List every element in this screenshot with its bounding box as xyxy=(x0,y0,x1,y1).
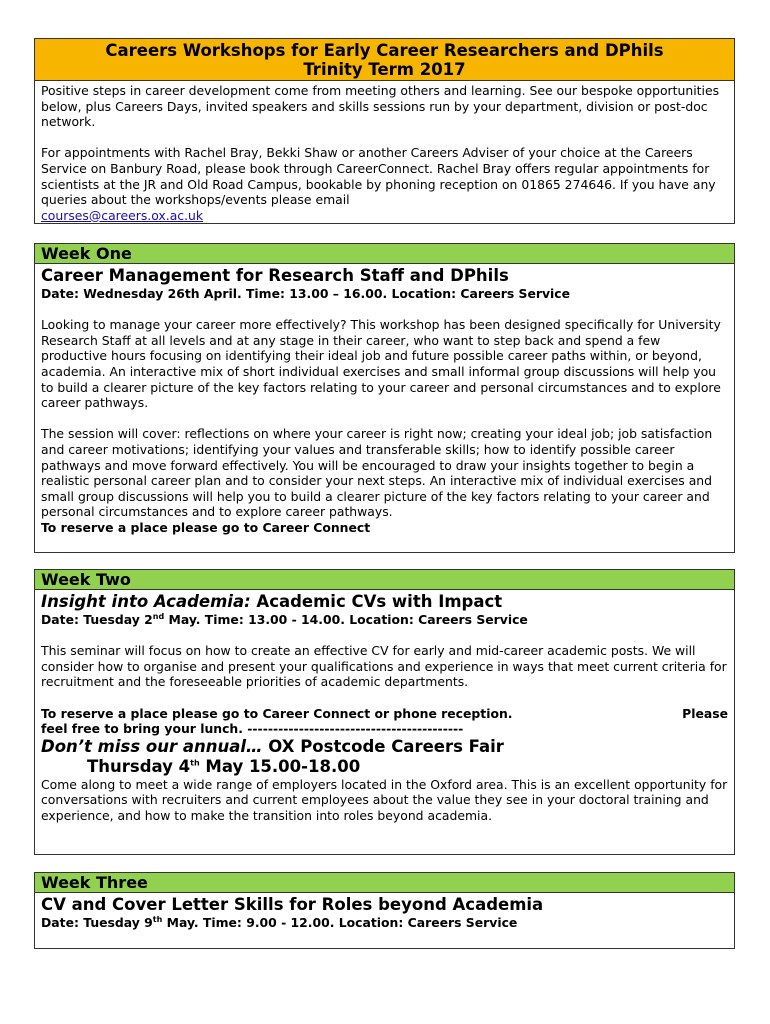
title-line-2: Trinity Term 2017 xyxy=(303,60,466,79)
week-three-label: Week Three xyxy=(35,873,734,893)
week-two-reserve-line-2: feel free to bring your lunch. ------------------------------------------ xyxy=(41,721,464,737)
email-link[interactable]: courses@careers.ox.ac.uk xyxy=(41,207,204,223)
careers-fair-italic: Don’t miss our annual… xyxy=(41,736,263,756)
intro-box xyxy=(34,38,735,224)
week-one-reserve: To reserve a place please go to Career Connect xyxy=(41,519,371,535)
week-one-date: Date: Wednesday 26th April. Time: 13.00 – 16.00. Location: Careers Service xyxy=(41,286,571,301)
week-three-date xyxy=(41,915,728,931)
careers-fair-title xyxy=(41,737,728,757)
careers-fair-date xyxy=(41,757,728,777)
week-two-body xyxy=(35,590,734,826)
appointments-paragraph xyxy=(41,145,728,223)
week-two-title-rest: Academic CVs with Impact xyxy=(250,592,503,611)
appointments-text: For appointments with Rachel Bray, Bekki Shaw or another Careers Adviser of your choice at the Careers Service on Banbury Road, please book through CareerConnect. Rachel Bray offers regular appointments for scientists at the JR and Old Road Campus, bookable by phoning reception on 01865 274646. If you have any queries about the workshops/events please email xyxy=(41,145,716,208)
careers-fair-date-post: May 15.00-18.00 xyxy=(199,756,361,776)
week-one-paragraph-2: The session will cover: reflections on where your career is right now; creating your ideal job; job satisfaction and career motivations; identifying your values and transferable skills; how to identify possible career pathways and move forward effectively. You will be encouraged to draw your insights together to begin a realistic personal career plan and to consider your next steps. An interactive mix of individual exercises and small group discussions will help you to build a clearer picture of the key factors relating to your career and personal circumstances and to explore career pathways. xyxy=(41,426,713,520)
week-two-date-pre: Date: Tuesday 2 xyxy=(41,612,153,627)
careers-fair-date-sup: th xyxy=(190,758,200,768)
page-title xyxy=(35,39,734,81)
week-two-label: Week Two xyxy=(35,570,734,590)
week-one-label: Week One xyxy=(35,244,734,264)
week-two-box xyxy=(34,569,735,855)
intro-paragraph: Positive steps in career development come from meeting others and learning. See our bespoke opportunities below, plus Careers Days, invited speakers and skills sessions run by your department, division or post-doc network. xyxy=(41,83,720,130)
title-line-1: Careers Workshops for Early Career Researchers and DPhils xyxy=(105,41,664,60)
week-two-paragraph: This seminar will focus on how to create an effective CV for early and mid-career academic posts. We will consider how to organise and present your qualifications and experience in ways that meet current criteria for recruitment and the foreseeable priorities of academic departments. xyxy=(41,643,727,690)
intro-body xyxy=(35,81,734,225)
week-two-date-sup: nd xyxy=(152,611,165,621)
week-three-date-pre: Date: Tuesday 9 xyxy=(41,915,153,930)
careers-fair-date-pre: Thursday 4 xyxy=(87,756,191,776)
week-one-box xyxy=(34,243,735,553)
week-two-reserve-right: Please xyxy=(682,705,728,721)
week-three-box xyxy=(34,872,735,949)
week-two-title xyxy=(41,592,728,612)
week-one-title: Career Management for Research Staff and DPhils xyxy=(41,266,509,285)
week-two-reserve-left: To reserve a place please go to Career Connect or phone reception. xyxy=(41,705,513,721)
week-three-title: CV and Cover Letter Skills for Roles beyond Academia xyxy=(41,895,544,914)
week-three-body xyxy=(35,893,734,933)
week-two-date xyxy=(41,612,728,628)
week-one-paragraph-1: Looking to manage your career more effectively? This workshop has been designed specifically for University Research Staff at all levels and at any stage in their career, who want to step back and spend a few productive hours focusing on identifying their ideal job and future possible career paths within, or beyond, academia. An interactive mix of short individual exercises and small informal group discussions will help you to build a clearer picture of the key factors relating to your career and personal circumstances and to explore career pathways. xyxy=(41,317,721,411)
careers-fair-text: Come along to meet a wide range of employers located in the Oxford area. This is an excellent opportunity for conversations with recruiters and current employees about the value they see in your doctoral training and experience, and how to make the transition into roles beyond academia. xyxy=(41,776,728,823)
week-one-body xyxy=(35,264,734,538)
week-three-date-post: May. Time: 9.00 - 12.00. Location: Careers Service xyxy=(162,915,518,930)
week-two-reserve-line xyxy=(41,706,728,722)
week-two-date-post: May. Time: 13.00 - 14.00. Location: Careers Service xyxy=(164,612,528,627)
careers-fair-name: OX Postcode Careers Fair xyxy=(262,736,504,756)
week-two-title-italic: Insight into Academia: xyxy=(41,592,251,611)
week-three-date-sup: th xyxy=(152,914,163,924)
